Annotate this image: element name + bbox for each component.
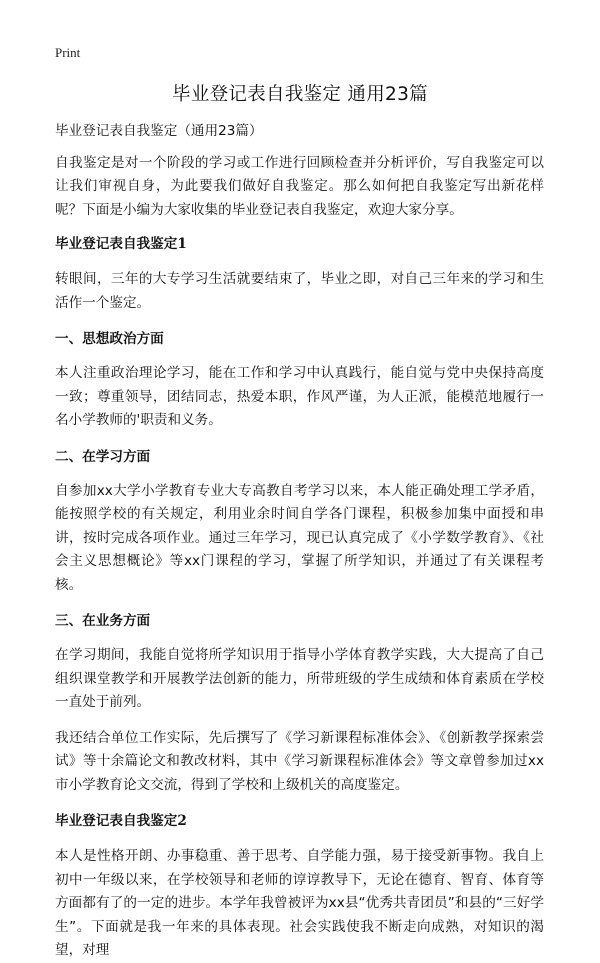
section-study-heading: 二、在学习方面: [55, 448, 151, 465]
intro-paragraph: 自我鉴定是对一个阶段的学习或工作进行回顾检查并分析评价，写自我鉴定可以让我们审视自身，为此要我们做好自我鉴定。那么如何把自我鉴定写出新花样呢？下面是小编为大家收集的毕业登记表自我鉴定，欢迎大家分享。: [55, 154, 544, 218]
document-subtitle: 毕业登记表自我鉴定（通用23篇）: [55, 123, 263, 139]
article-body: [55, 120, 544, 963]
section-politics-text: 本人注重政治理论学习，能在工作和学习中认真践行，能自觉与党中央保持高度一致；尊重领导，团结同志，热爱本职，作风严谨，为人正派，能模范地履行一名小学教师的'职责和义务。: [55, 365, 544, 428]
article-1-opening: 转眼间，三年的大专学习生活就要结束了，毕业之即，对自己三年来的学习和生活作一个鉴定。: [55, 271, 544, 311]
section-politics-heading: 一、思想政治方面: [55, 331, 164, 347]
section-study-text: 自参加xx大学小学教育专业大专高教自考学习以来，本人能正确处理工学矛盾，能按照学校的有关规定，利用业余时间自学各门课程，积极参加集中面授和串讲，按时完成各项作业。通过三年学习，现已认真完成了《小学数学教育》、《社会主义思想概论》等xx门课程的学习，掌握了所学知识，并通过了有关课程考核。: [55, 482, 544, 593]
section-work-text-1: 在学习期间，我能自觉将所学知识用于指导小学体育教学实践，大大提高了自己组织课堂教学和开展教学法创新的能力，所带班级的学生成绩和体育素质在学校一直处于前列。: [55, 647, 544, 710]
section-work-heading: 三、在业务方面: [55, 613, 151, 629]
page-title: 毕业登记表自我鉴定 通用23篇: [172, 84, 428, 105]
article-2-text: 本人是性格开朗、办事稳重、善于思考、自学能力强，易于接受新事物。我自上初中一年级以来，在学校领导和老师的谆谆教导下，无论在德育、智育、体育等方面都有了的一定的进步。本学年我曾被评为xx县“优秀共青团员”和县的“三好学生”。下面就是我一年来的具体表现。社会实践使我不断走向成熟，对知识的渴望，对理: [55, 848, 544, 958]
section-work-text-2: 我还结合单位工作实际，先后撰写了《学习新课程标准体会》、《创新教学探索尝试》等十余篇论文和教改材料，其中《学习新课程标准体会》等文章曾参加过xx市小学教育论文交流，得到了学校和上级机关的高度鉴定。: [55, 729, 544, 793]
article-1-heading: 毕业登记表自我鉴定1: [55, 236, 187, 252]
print-link[interactable]: Print: [55, 45, 81, 60]
article-2-heading: 毕业登记表自我鉴定2: [55, 813, 187, 829]
